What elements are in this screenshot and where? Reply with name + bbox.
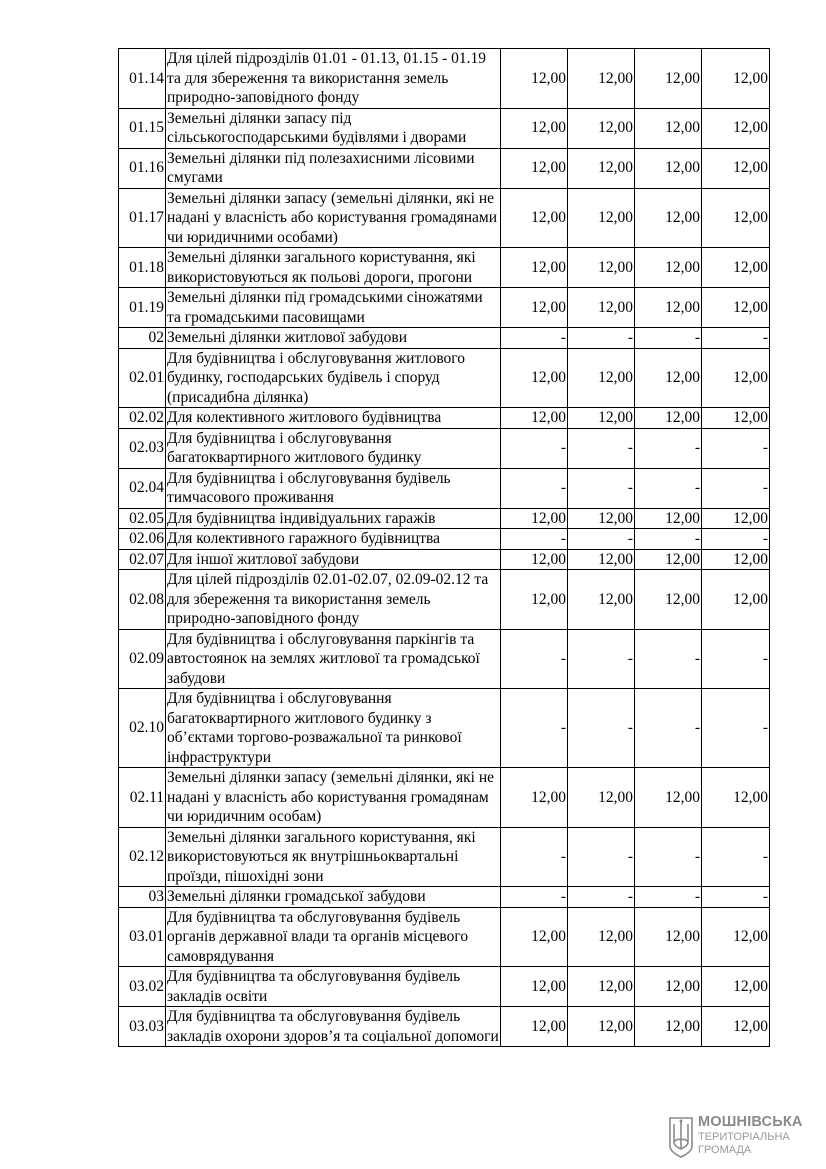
table-row (119, 887, 770, 908)
row-rate-2: 12,00 (568, 549, 635, 570)
table-row (119, 1007, 770, 1047)
rates-table-body (119, 49, 770, 1047)
table-row (119, 629, 770, 689)
row-rate-4: 12,00 (702, 348, 770, 408)
row-code: 02.01 (119, 348, 166, 408)
row-land-use-description: Для будівництва і обслуговування паркінгів та автостоянок на землях житлової та громадської забудови (166, 629, 501, 689)
row-rate-1: 12,00 (501, 570, 568, 630)
row-code: 02.10 (119, 689, 166, 768)
row-rate-1: - (501, 529, 568, 550)
row-rate-1: 12,00 (501, 248, 568, 288)
row-rate-3: - (635, 529, 702, 550)
row-rate-1: 12,00 (501, 549, 568, 570)
row-rate-1: 12,00 (501, 408, 568, 429)
row-code: 01.14 (119, 49, 166, 109)
row-land-use-description: Для цілей підрозділів 02.01-02.07, 02.09-02.12 та для збереження та використання земель природно-заповідного фонду (166, 570, 501, 630)
row-rate-2: 12,00 (568, 188, 635, 248)
row-code: 01.17 (119, 188, 166, 248)
row-land-use-description: Для будівництва і обслуговування будівель тимчасового проживання (166, 468, 501, 508)
row-land-use-description: Для цілей підрозділів 01.01 - 01.13, 01.15 - 01.19 та для збереження та використання земель природно-заповідного фонду (166, 49, 501, 109)
row-land-use-description: Для будівництва індивідуальних гаражів (166, 508, 501, 529)
row-land-use-description: Земельні ділянки під полезахисними лісовими смугами (166, 148, 501, 188)
row-rate-3: - (635, 428, 702, 468)
row-rate-3: 12,00 (635, 1007, 702, 1047)
row-rate-2: 12,00 (568, 348, 635, 408)
table-row (119, 689, 770, 768)
row-rate-2: - (568, 468, 635, 508)
table-row (119, 529, 770, 550)
logo-title: МОШНІВСЬКА (698, 1114, 803, 1130)
row-rate-4: - (702, 328, 770, 349)
row-rate-4: 12,00 (702, 549, 770, 570)
table-row (119, 328, 770, 349)
row-rate-3: 12,00 (635, 508, 702, 529)
row-code: 02.05 (119, 508, 166, 529)
row-land-use-description: Для будівництва та обслуговування будівель органів державної влади та органів місцевого самоврядування (166, 907, 501, 967)
row-rate-2: - (568, 827, 635, 887)
row-code: 02.11 (119, 768, 166, 828)
row-land-use-description: Земельні ділянки запасу (земельні ділянки, які не надані у власність або користування громадянам чи юридичним особам) (166, 768, 501, 828)
row-rate-2: 12,00 (568, 967, 635, 1007)
row-land-use-description: Земельні ділянки запасу (земельні ділянки, які не надані у власність або користування громадянами чи юридичними особами) (166, 188, 501, 248)
row-rate-4: 12,00 (702, 907, 770, 967)
row-rate-4: 12,00 (702, 148, 770, 188)
row-rate-2: 12,00 (568, 408, 635, 429)
row-rate-4: 12,00 (702, 967, 770, 1007)
table-row (119, 768, 770, 828)
row-rate-2: 12,00 (568, 1007, 635, 1047)
row-code: 02.07 (119, 549, 166, 570)
row-land-use-description: Для будівництва і обслуговування багатоквартирного житлового будинку з об’єктами торгово-розважальної та ринкової інфраструктури (166, 689, 501, 768)
row-rate-2: - (568, 328, 635, 349)
row-land-use-description: Для колективного гаражного будівництва (166, 529, 501, 550)
row-code: 02.02 (119, 408, 166, 429)
table-row (119, 967, 770, 1007)
row-land-use-description: Для будівництва і обслуговування багатоквартирного житлового будинку (166, 428, 501, 468)
logo-subtitle-2: ГРОМАДА (698, 1144, 752, 1156)
row-rate-4: 12,00 (702, 248, 770, 288)
row-rate-1: - (501, 629, 568, 689)
row-rate-1: 12,00 (501, 348, 568, 408)
row-rate-2: 12,00 (568, 108, 635, 148)
community-logo (668, 1114, 818, 1160)
row-code: 01.19 (119, 288, 166, 328)
row-code: 03.03 (119, 1007, 166, 1047)
row-rate-3: 12,00 (635, 348, 702, 408)
row-rate-1: - (501, 428, 568, 468)
row-land-use-description: Земельні ділянки під громадськими сіножатями та громадськими пасовищами (166, 288, 501, 328)
row-rate-4: 12,00 (702, 508, 770, 529)
row-rate-1: 12,00 (501, 907, 568, 967)
row-rate-1: - (501, 328, 568, 349)
row-rate-4: 12,00 (702, 188, 770, 248)
row-rate-4: - (702, 827, 770, 887)
row-land-use-description: Для іншої житлової забудови (166, 549, 501, 570)
row-rate-1: 12,00 (501, 288, 568, 328)
row-rate-3: - (635, 827, 702, 887)
row-code: 02.08 (119, 570, 166, 630)
row-land-use-description: Для колективного житлового будівництва (166, 408, 501, 429)
table-row (119, 288, 770, 328)
row-land-use-description: Для будівництва та обслуговування будівель закладів охорони здоров’я та соціальної допомоги (167, 1008, 499, 1045)
row-rate-1: - (501, 827, 568, 887)
row-rate-3: 12,00 (635, 768, 702, 828)
row-rate-2: 12,00 (568, 768, 635, 828)
row-rate-3: 12,00 (635, 248, 702, 288)
row-code: 03.02 (119, 967, 166, 1007)
row-rate-3: - (635, 887, 702, 908)
row-rate-2: - (568, 529, 635, 550)
row-code: 02.03 (119, 428, 166, 468)
table-row (119, 408, 770, 429)
row-rate-4: - (702, 428, 770, 468)
row-rate-2: 12,00 (568, 570, 635, 630)
table-row (119, 508, 770, 529)
row-rate-4: 12,00 (702, 408, 770, 429)
table-row (119, 248, 770, 288)
land-tax-rates-table (118, 48, 770, 1047)
row-land-use-description: Для будівництва і обслуговування житлового будинку, господарських будівель і споруд (присадибна ділянка) (166, 348, 501, 408)
table-row (119, 188, 770, 248)
row-rate-3: 12,00 (635, 907, 702, 967)
table-row (119, 348, 770, 408)
row-rate-2: 12,00 (568, 49, 635, 109)
row-rate-1: 12,00 (501, 967, 568, 1007)
row-rate-3: 12,00 (635, 967, 702, 1007)
row-rate-4: 12,00 (702, 49, 770, 109)
row-rate-1: - (501, 468, 568, 508)
row-code: 03 (119, 887, 166, 908)
row-rate-2: - (568, 689, 635, 768)
row-rate-3: 12,00 (635, 188, 702, 248)
row-rate-1: - (501, 689, 568, 768)
row-code: 02.04 (119, 468, 166, 508)
row-rate-4: - (702, 629, 770, 689)
row-rate-2: - (568, 629, 635, 689)
row-rate-4: 12,00 (702, 1007, 770, 1047)
table-row (119, 907, 770, 967)
row-rate-1: 12,00 (501, 768, 568, 828)
row-code: 02 (119, 328, 166, 349)
row-land-use-description: Земельні ділянки загального користування, які використовуються як польові дороги, прогони (166, 248, 501, 288)
row-rate-4: 12,00 (702, 108, 770, 148)
table-row (119, 570, 770, 630)
row-rate-3: 12,00 (635, 288, 702, 328)
row-rate-1: 12,00 (501, 108, 568, 148)
table-row (119, 49, 770, 109)
row-rate-2: - (568, 428, 635, 468)
row-rate-3: - (635, 689, 702, 768)
row-rate-3: 12,00 (635, 108, 702, 148)
row-rate-1: 12,00 (501, 49, 568, 109)
row-code: 01.16 (119, 148, 166, 188)
table-row (119, 428, 770, 468)
table-row (119, 468, 770, 508)
row-rate-3: 12,00 (635, 49, 702, 109)
table-row (119, 148, 770, 188)
row-rate-2: - (568, 887, 635, 908)
row-rate-2: 12,00 (568, 907, 635, 967)
row-rate-2: 12,00 (568, 148, 635, 188)
row-rate-4: - (702, 689, 770, 768)
row-rate-4: - (702, 529, 770, 550)
row-rate-4: 12,00 (702, 570, 770, 630)
table-row (119, 549, 770, 570)
table-row (119, 108, 770, 148)
trident-emblem-icon (668, 1116, 694, 1158)
row-land-use-description: Земельні ділянки житлової забудови (166, 328, 501, 349)
row-code: 02.12 (119, 827, 166, 887)
row-code: 02.06 (119, 529, 166, 550)
row-rate-4: 12,00 (702, 768, 770, 828)
row-code: 02.09 (119, 629, 166, 689)
row-code: 01.15 (119, 108, 166, 148)
row-land-use-description: Земельні ділянки загального користування, які використовуються як внутрішньоквартальні проїзди, пішохідні зони (166, 827, 501, 887)
row-rate-2: 12,00 (568, 508, 635, 529)
table-row (119, 827, 770, 887)
row-rate-1: 12,00 (501, 1007, 568, 1047)
row-rate-4: - (702, 887, 770, 908)
row-rate-1: 12,00 (501, 188, 568, 248)
row-rate-4: 12,00 (702, 288, 770, 328)
row-rate-3: 12,00 (635, 148, 702, 188)
row-land-use-description: Земельні ділянки запасу під сільськогосподарськими будівлями і дворами (166, 108, 501, 148)
row-rate-1: - (501, 887, 568, 908)
row-rate-1: 12,00 (501, 508, 568, 529)
row-rate-2: 12,00 (568, 248, 635, 288)
row-rate-3: 12,00 (635, 570, 702, 630)
row-rate-3: - (635, 328, 702, 349)
row-rate-3: - (635, 468, 702, 508)
row-rate-1: 12,00 (501, 148, 568, 188)
row-rate-3: 12,00 (635, 408, 702, 429)
row-land-use-description: Для будівництва та обслуговування будівель закладів освіти (166, 967, 501, 1007)
logo-subtitle-1: ТЕРИТОРІАЛЬНА (698, 1131, 790, 1143)
row-code: 03.01 (119, 907, 166, 967)
row-code: 01.18 (119, 248, 166, 288)
row-rate-3: 12,00 (635, 549, 702, 570)
row-land-use-description: Земельні ділянки громадської забудови (166, 887, 501, 908)
row-rate-4: - (702, 468, 770, 508)
row-rate-2: 12,00 (568, 288, 635, 328)
row-rate-3: - (635, 629, 702, 689)
